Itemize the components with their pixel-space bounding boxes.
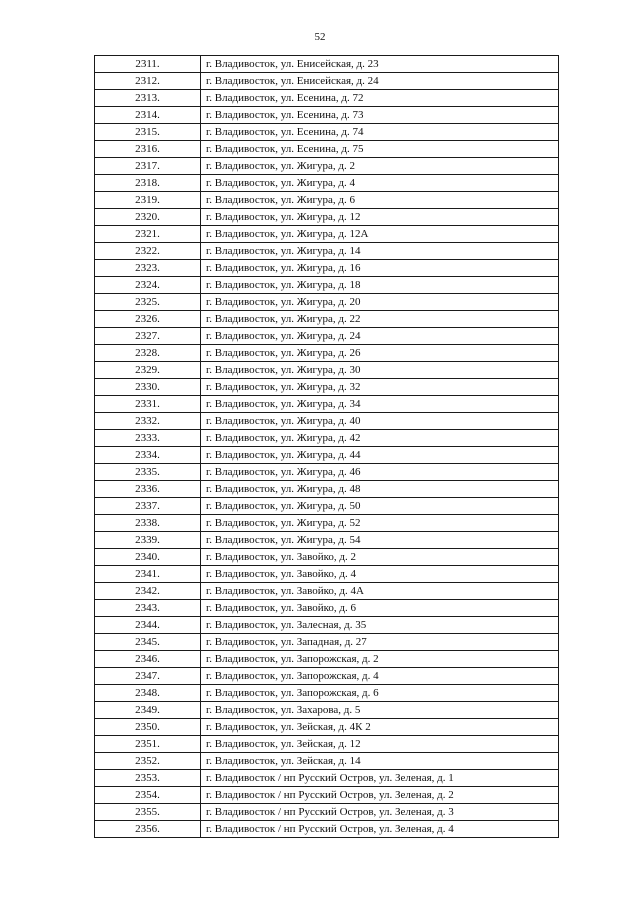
row-number-cell: 2313. <box>95 90 201 107</box>
table-row <box>95 345 559 362</box>
table-row <box>95 821 559 838</box>
table-row <box>95 277 559 294</box>
page-number: 52 <box>314 31 326 43</box>
address-cell: г. Владивосток, ул. Завойко, д. 2 <box>201 549 559 566</box>
address-cell: г. Владивосток, ул. Есенина, д. 72 <box>201 90 559 107</box>
address-cell: г. Владивосток, ул. Жигура, д. 46 <box>201 464 559 481</box>
address-cell: г. Владивосток, ул. Жигура, д. 54 <box>201 532 559 549</box>
table-row <box>95 396 559 413</box>
table-row <box>95 583 559 600</box>
row-number-cell: 2311. <box>95 56 201 73</box>
table-row <box>95 481 559 498</box>
address-cell: г. Владивосток, ул. Жигура, д. 6 <box>201 192 559 209</box>
row-number-cell: 2314. <box>95 107 201 124</box>
table-row <box>95 787 559 804</box>
row-number-cell: 2346. <box>95 651 201 668</box>
address-cell: г. Владивосток, ул. Зейская, д. 12 <box>201 736 559 753</box>
table-row <box>95 719 559 736</box>
table-row <box>95 141 559 158</box>
address-cell: г. Владивосток, ул. Есенина, д. 73 <box>201 107 559 124</box>
address-cell: г. Владивосток, ул. Запорожская, д. 4 <box>201 668 559 685</box>
address-cell: г. Владивосток, ул. Жигура, д. 16 <box>201 260 559 277</box>
table-row <box>95 294 559 311</box>
address-table-body <box>95 56 559 838</box>
address-cell: г. Владивосток, ул. Жигура, д. 40 <box>201 413 559 430</box>
address-cell: г. Владивосток, ул. Завойко, д. 6 <box>201 600 559 617</box>
address-cell: г. Владивосток, ул. Залесная, д. 35 <box>201 617 559 634</box>
address-cell: г. Владивосток, ул. Жигура, д. 26 <box>201 345 559 362</box>
row-number-cell: 2352. <box>95 753 201 770</box>
row-number-cell: 2348. <box>95 685 201 702</box>
row-number-cell: 2321. <box>95 226 201 243</box>
row-number-cell: 2320. <box>95 209 201 226</box>
table-row <box>95 668 559 685</box>
address-cell: г. Владивосток, ул. Завойко, д. 4 <box>201 566 559 583</box>
address-cell: г. Владивосток, ул. Жигура, д. 48 <box>201 481 559 498</box>
address-cell: г. Владивосток, ул. Жигура, д. 50 <box>201 498 559 515</box>
table-row <box>95 56 559 73</box>
row-number-cell: 2329. <box>95 362 201 379</box>
address-cell: г. Владивосток / нп Русский Остров, ул. Зеленая, д. 3 <box>201 804 559 821</box>
address-cell: г. Владивосток, ул. Енисейская, д. 24 <box>201 73 559 90</box>
table-row <box>95 447 559 464</box>
row-number-cell: 2333. <box>95 430 201 447</box>
table-row <box>95 498 559 515</box>
address-cell: г. Владивосток, ул. Жигура, д. 12А <box>201 226 559 243</box>
row-number-cell: 2350. <box>95 719 201 736</box>
row-number-cell: 2324. <box>95 277 201 294</box>
table-row <box>95 770 559 787</box>
address-cell: г. Владивосток, ул. Есенина, д. 75 <box>201 141 559 158</box>
table-row <box>95 124 559 141</box>
table-row <box>95 634 559 651</box>
row-number-cell: 2342. <box>95 583 201 600</box>
table-row <box>95 209 559 226</box>
table-row <box>95 73 559 90</box>
row-number-cell: 2330. <box>95 379 201 396</box>
address-cell: г. Владивосток / нп Русский Остров, ул. Зеленая, д. 1 <box>201 770 559 787</box>
table-row <box>95 243 559 260</box>
table-row <box>95 192 559 209</box>
row-number-cell: 2338. <box>95 515 201 532</box>
row-number-cell: 2343. <box>95 600 201 617</box>
table-row <box>95 549 559 566</box>
table-row <box>95 566 559 583</box>
address-cell: г. Владивосток, ул. Жигура, д. 32 <box>201 379 559 396</box>
row-number-cell: 2345. <box>95 634 201 651</box>
table-row <box>95 107 559 124</box>
row-number-cell: 2318. <box>95 175 201 192</box>
address-cell: г. Владивосток, ул. Жигура, д. 18 <box>201 277 559 294</box>
address-table <box>94 55 559 838</box>
address-cell: г. Владивосток, ул. Захарова, д. 5 <box>201 702 559 719</box>
table-row <box>95 158 559 175</box>
row-number-cell: 2315. <box>95 124 201 141</box>
row-number-cell: 2349. <box>95 702 201 719</box>
table-row <box>95 515 559 532</box>
address-cell: г. Владивосток, ул. Завойко, д. 4А <box>201 583 559 600</box>
address-cell: г. Владивосток, ул. Запорожская, д. 2 <box>201 651 559 668</box>
address-cell: г. Владивосток, ул. Запорожская, д. 6 <box>201 685 559 702</box>
row-number-cell: 2337. <box>95 498 201 515</box>
table-row <box>95 753 559 770</box>
table-row <box>95 464 559 481</box>
address-cell: г. Владивосток, ул. Енисейская, д. 23 <box>201 56 559 73</box>
address-cell: г. Владивосток, ул. Жигура, д. 4 <box>201 175 559 192</box>
row-number-cell: 2325. <box>95 294 201 311</box>
row-number-cell: 2339. <box>95 532 201 549</box>
row-number-cell: 2347. <box>95 668 201 685</box>
table-row <box>95 736 559 753</box>
table-row <box>95 600 559 617</box>
address-cell: г. Владивосток, ул. Жигура, д. 2 <box>201 158 559 175</box>
row-number-cell: 2319. <box>95 192 201 209</box>
row-number-cell: 2328. <box>95 345 201 362</box>
row-number-cell: 2356. <box>95 821 201 838</box>
row-number-cell: 2340. <box>95 549 201 566</box>
row-number-cell: 2355. <box>95 804 201 821</box>
table-row <box>95 413 559 430</box>
table-row <box>95 651 559 668</box>
address-cell: г. Владивосток, ул. Западная, д. 27 <box>201 634 559 651</box>
table-row <box>95 379 559 396</box>
row-number-cell: 2317. <box>95 158 201 175</box>
row-number-cell: 2353. <box>95 770 201 787</box>
address-cell: г. Владивосток, ул. Жигура, д. 22 <box>201 311 559 328</box>
table-row <box>95 362 559 379</box>
address-cell: г. Владивосток, ул. Жигура, д. 24 <box>201 328 559 345</box>
address-cell: г. Владивосток, ул. Жигура, д. 20 <box>201 294 559 311</box>
address-cell: г. Владивосток, ул. Зейская, д. 4К 2 <box>201 719 559 736</box>
table-row <box>95 430 559 447</box>
table-row <box>95 90 559 107</box>
row-number-cell: 2316. <box>95 141 201 158</box>
address-cell: г. Владивосток, ул. Жигура, д. 44 <box>201 447 559 464</box>
row-number-cell: 2351. <box>95 736 201 753</box>
table-row <box>95 617 559 634</box>
row-number-cell: 2331. <box>95 396 201 413</box>
table-row <box>95 532 559 549</box>
table-row <box>95 804 559 821</box>
address-cell: г. Владивосток, ул. Есенина, д. 74 <box>201 124 559 141</box>
address-cell: г. Владивосток, ул. Жигура, д. 12 <box>201 209 559 226</box>
row-number-cell: 2354. <box>95 787 201 804</box>
address-cell: г. Владивосток, ул. Жигура, д. 34 <box>201 396 559 413</box>
address-cell: г. Владивосток / нп Русский Остров, ул. Зеленая, д. 4 <box>201 821 559 838</box>
address-cell: г. Владивосток, ул. Жигура, д. 30 <box>201 362 559 379</box>
table-row <box>95 328 559 345</box>
table-row <box>95 175 559 192</box>
row-number-cell: 2327. <box>95 328 201 345</box>
row-number-cell: 2336. <box>95 481 201 498</box>
row-number-cell: 2344. <box>95 617 201 634</box>
row-number-cell: 2312. <box>95 73 201 90</box>
table-row <box>95 685 559 702</box>
table-row <box>95 260 559 277</box>
address-cell: г. Владивосток / нп Русский Остров, ул. Зеленая, д. 2 <box>201 787 559 804</box>
row-number-cell: 2334. <box>95 447 201 464</box>
address-cell: г. Владивосток, ул. Жигура, д. 42 <box>201 430 559 447</box>
row-number-cell: 2332. <box>95 413 201 430</box>
address-cell: г. Владивосток, ул. Зейская, д. 14 <box>201 753 559 770</box>
row-number-cell: 2341. <box>95 566 201 583</box>
row-number-cell: 2335. <box>95 464 201 481</box>
table-row <box>95 702 559 719</box>
address-cell: г. Владивосток, ул. Жигура, д. 52 <box>201 515 559 532</box>
table-row <box>95 226 559 243</box>
row-number-cell: 2323. <box>95 260 201 277</box>
row-number-cell: 2326. <box>95 311 201 328</box>
address-cell: г. Владивосток, ул. Жигура, д. 14 <box>201 243 559 260</box>
table-row <box>95 311 559 328</box>
row-number-cell: 2322. <box>95 243 201 260</box>
